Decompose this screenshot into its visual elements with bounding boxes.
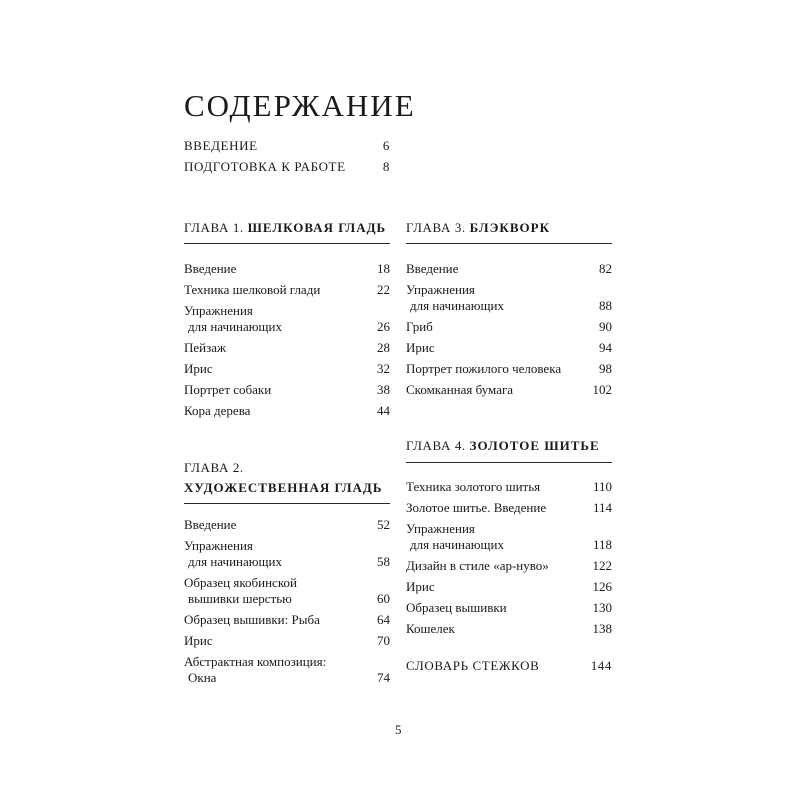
entry-page: 118 xyxy=(592,537,612,552)
entry-label-line: Ирис xyxy=(406,579,435,594)
chapter-2-heading xyxy=(184,458,382,498)
glossary-entry xyxy=(406,658,612,674)
entry-page: 74 xyxy=(377,670,390,685)
entry-label xyxy=(406,521,612,553)
entry-page: 44 xyxy=(377,403,390,418)
entry-label xyxy=(406,319,612,335)
toc-entry xyxy=(184,382,390,398)
entry-label-line: Окна xyxy=(188,670,217,685)
entry-label-line: Ирис xyxy=(406,340,435,355)
entry-label xyxy=(406,600,612,616)
entry-page: 144 xyxy=(590,658,612,673)
entry-label xyxy=(406,361,612,377)
toc-entry xyxy=(184,403,390,419)
entry-label-line: Кошелек xyxy=(406,621,455,636)
entry-label: СЛОВАРЬ СТЕЖКОВ xyxy=(406,658,540,673)
toc-entry xyxy=(184,159,390,175)
chapter-4-prefix: ГЛАВА 4. xyxy=(406,438,466,453)
front-matter-list xyxy=(184,138,390,180)
entry-label-line: Скомканная бумага xyxy=(406,382,514,397)
entry-label-line: Упражнения xyxy=(406,521,475,536)
toc-entry xyxy=(406,340,612,356)
entry-label-line: Портрет пожилого человека xyxy=(406,361,562,376)
entry-label-line: для начинающих xyxy=(188,554,282,569)
chapter-3-prefix: ГЛАВА 3. xyxy=(406,220,466,235)
entry-label xyxy=(184,382,390,398)
chapter-2-rule xyxy=(184,503,390,504)
chapter-1-list xyxy=(184,261,390,424)
chapter-1-prefix: ГЛАВА 1. xyxy=(184,220,244,235)
entry-page: 52 xyxy=(377,517,390,532)
chapter-2-prefix: ГЛАВА 2. xyxy=(184,460,244,475)
entry-label-line: Портрет собаки xyxy=(184,382,272,397)
entry-page: 32 xyxy=(377,361,390,376)
toc-entry xyxy=(406,600,612,616)
entry-label xyxy=(406,479,612,495)
chapter-4-heading xyxy=(406,436,600,456)
entry-page: 126 xyxy=(592,579,612,594)
page-number: 5 xyxy=(395,722,402,737)
toc-entry xyxy=(406,319,612,335)
entry-page: 64 xyxy=(377,612,390,627)
entry-label xyxy=(184,538,390,570)
toc-entry xyxy=(406,579,612,595)
toc-entry xyxy=(184,138,390,154)
toc-entry xyxy=(184,340,390,356)
entry-page: 90 xyxy=(599,319,612,334)
entry-label-line: вышивки шерстью xyxy=(188,591,292,606)
entry-label-line: Образец якобинской xyxy=(184,575,297,590)
entry-label-line: Упражнения xyxy=(184,538,253,553)
entry-label-line: Гриб xyxy=(406,319,433,334)
entry-label-line: Упражнения xyxy=(184,303,253,318)
entry-label xyxy=(184,303,390,335)
toc-entry xyxy=(406,479,612,495)
toc-entry xyxy=(184,612,390,628)
toc-entry xyxy=(184,654,390,686)
toc-entry xyxy=(184,261,390,277)
entry-page: 98 xyxy=(599,361,612,376)
chapter-2-list xyxy=(184,517,390,691)
chapter-3-name: БЛЭКВОРК xyxy=(469,220,551,235)
entry-label xyxy=(184,261,390,277)
toc-entry xyxy=(406,621,612,637)
entry-label-line: Дизайн в стиле «ар-нуво» xyxy=(406,558,549,573)
entry-page: 26 xyxy=(377,319,390,334)
entry-page: 82 xyxy=(599,261,612,276)
entry-label xyxy=(184,340,390,356)
entry-label xyxy=(184,633,390,649)
entry-label-line: Образец вышивки xyxy=(406,600,507,615)
entry-page: 70 xyxy=(377,633,390,648)
toc-entry xyxy=(406,558,612,574)
entry-label-line: для начинающих xyxy=(410,537,504,552)
entry-page: 6 xyxy=(382,138,390,153)
entry-label-line: Пейзаж xyxy=(184,340,227,355)
entry-page: 102 xyxy=(592,382,612,397)
entry-label-line: для начинающих xyxy=(188,319,282,334)
entry-label xyxy=(184,654,390,686)
entry-page: 18 xyxy=(377,261,390,276)
toc-entry xyxy=(406,521,612,553)
entry-page: 138 xyxy=(592,621,612,636)
entry-label xyxy=(184,575,390,607)
chapter-3-rule xyxy=(406,243,612,244)
entry-label-line: Абстрактная композиция: xyxy=(184,654,327,669)
toc-entry xyxy=(184,575,390,607)
entry-label-line: Образец вышивки: Рыба xyxy=(184,612,320,627)
entry-label-line: ВВЕДЕНИЕ xyxy=(184,138,258,153)
entry-label-line: ПОДГОТОВКА К РАБОТЕ xyxy=(184,159,346,174)
entry-label-line: Введение xyxy=(184,517,237,532)
entry-label xyxy=(406,261,612,277)
toc-entry xyxy=(406,361,612,377)
entry-page: 58 xyxy=(377,554,390,569)
entry-label xyxy=(184,282,390,298)
entry-page: 38 xyxy=(377,382,390,397)
entry-label-line: Введение xyxy=(184,261,237,276)
entry-label-line: Ирис xyxy=(184,633,213,648)
chapter-2-name: ХУДОЖЕСТВЕННАЯ ГЛАДЬ xyxy=(184,480,383,495)
entry-label-line: Техника золотого шитья xyxy=(406,479,541,494)
toc-entry xyxy=(406,382,612,398)
entry-label xyxy=(406,282,612,314)
entry-label xyxy=(406,621,612,637)
entry-label xyxy=(184,361,390,377)
entry-label xyxy=(406,500,612,516)
chapter-4-list xyxy=(406,479,612,642)
entry-page: 8 xyxy=(382,159,390,174)
entry-page: 110 xyxy=(592,479,612,494)
entry-label-line: Кора дерева xyxy=(184,403,251,418)
entry-label-line: Введение xyxy=(406,261,459,276)
toc-entry xyxy=(406,261,612,277)
entry-page: 130 xyxy=(592,600,612,615)
chapter-4-name: ЗОЛОТОЕ ШИТЬЕ xyxy=(469,438,600,453)
entry-label-line: для начинающих xyxy=(410,298,504,313)
entry-label xyxy=(406,579,612,595)
entry-label xyxy=(184,159,390,175)
entry-label xyxy=(184,517,390,533)
entry-label xyxy=(406,382,612,398)
chapter-1-rule xyxy=(184,243,390,244)
toc-entry xyxy=(184,538,390,570)
toc-entry xyxy=(406,500,612,516)
chapter-1-heading xyxy=(184,218,386,238)
toc-entry xyxy=(184,303,390,335)
entry-label-line: Ирис xyxy=(184,361,213,376)
entry-page: 114 xyxy=(592,500,612,515)
entry-page: 88 xyxy=(599,298,612,313)
toc-entry xyxy=(184,633,390,649)
entry-label-line: Золотое шитье. Введение xyxy=(406,500,547,515)
toc-entry xyxy=(184,361,390,377)
toc-entry xyxy=(184,282,390,298)
toc-entry xyxy=(184,517,390,533)
entry-label xyxy=(406,558,612,574)
entry-page: 22 xyxy=(377,282,390,297)
toc-entry xyxy=(406,282,612,314)
chapter-1-name: ШЕЛКОВАЯ ГЛАДЬ xyxy=(247,220,387,235)
entry-page: 60 xyxy=(377,591,390,606)
entry-label xyxy=(184,138,390,154)
entry-page: 28 xyxy=(377,340,390,355)
entry-label xyxy=(184,612,390,628)
entry-page: 94 xyxy=(599,340,612,355)
entry-page: 122 xyxy=(592,558,612,573)
page-title: СОДЕРЖАНИЕ xyxy=(184,88,416,123)
entry-label xyxy=(406,340,612,356)
toc-entry xyxy=(406,658,612,674)
chapter-3-heading xyxy=(406,218,550,238)
entry-label-line: Упражнения xyxy=(406,282,475,297)
chapter-4-rule xyxy=(406,462,612,463)
entry-label xyxy=(184,403,390,419)
entry-label-line: Техника шелковой глади xyxy=(184,282,321,297)
chapter-3-list xyxy=(406,261,612,403)
